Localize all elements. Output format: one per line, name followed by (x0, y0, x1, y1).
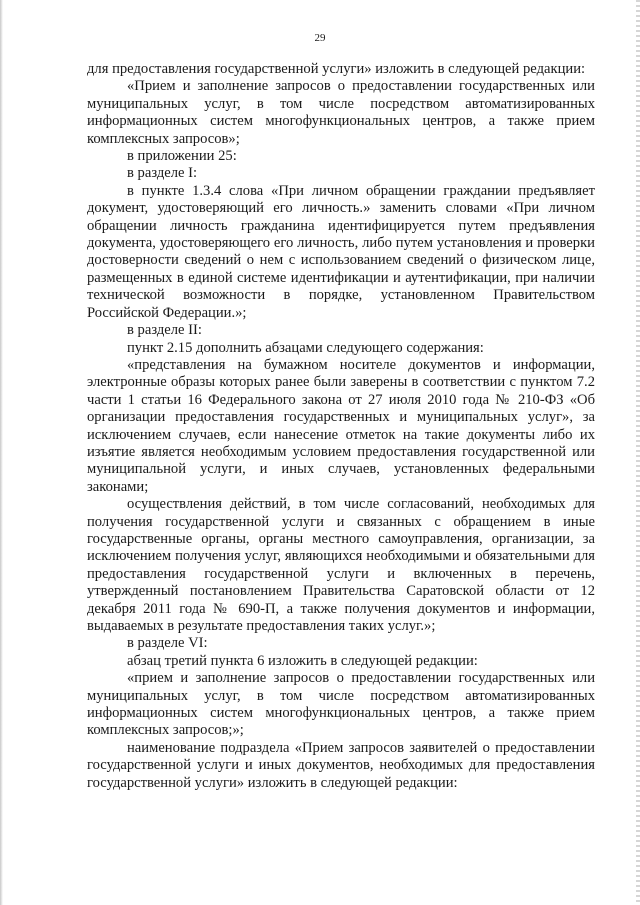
paragraph: в разделе I: (127, 165, 198, 182)
paragraph: в пункте 1.3.4 слова «При личном обращении граждании предъявляет документ, удостоверяющий его личность.» заменить словами «При личном обращении личность гражданина идентифицируется путем предъявления документа, удостоверяющего его личность, либо путем установления и проверки достоверности сведений о нем с использованием сведений о физическом лице, размещенных в единой системе идентификации и аутентификации, при наличии технической возможности в порядке, установленном Правительством Российской Федерации.»; (87, 182, 595, 321)
paragraph: «Прием и заполнение запросов о предоставлении государственных или муниципальных услуг, в том числе посредством автоматизированных информационных систем многофункциональных центров, а также прием комплексных запросов»; (87, 78, 595, 147)
page-right-edge (636, 0, 640, 905)
paragraph: пункт 2.15 дополнить абзацами следующего содержания: (127, 339, 484, 356)
document-body (87, 61, 595, 792)
paragraph: абзац третий пункта 6 изложить в следующей редакции: (127, 652, 478, 669)
paragraph: в приложении 25: (127, 148, 237, 165)
paragraph: «прием и заполнение запросов о предоставлении государственных или муниципальных услуг, в том числе посредством автоматизированных информационных систем многофункциональных центров, а также прием комплексных запросов;»; (87, 670, 595, 739)
paragraph: осуществления действий, в том числе согласований, необходимых для получения государственной услуги и связанных с обращением в иные государственные органы, органы местного самоуправления, организации, за исключением получения услуг, являющихся необходимыми и обязательными для предоставления государственной услуги и включенных в перечень, утвержденный постановлением Правительства Саратовской области от 12 декабря 2011 года № 690-П, а также получения документов и информации, выдаваемых в результате предоставления таких услуг.»; (87, 496, 595, 634)
paragraph: «представления на бумажном носителе документов и информации, электронные образы которых ранее были заверены в соответствии с пунктом 7.2 части 1 статьи 16 Федерального закона от 27 июля 2010 года № 210-ФЗ «Об организации предоставления государственных и муниципальных услуг», за исключением случаев, если нанесение отметок на такие документы либо их изъятие является необходимым условием предоставления государственной или муниципальной услуги, и иных случаев, установленных федеральными законами; (87, 356, 595, 495)
page-number: 29 (314, 32, 326, 44)
page-left-edge (0, 0, 3, 905)
paragraph: наименование подраздела «Прием запросов заявителей о предоставлении государственной услуги и иных документов, необходимых для предоставления государственной услуги» изложить в следующей редакции: (87, 739, 595, 791)
paragraph: в разделе II: (127, 322, 202, 339)
paragraph: для предоставления государственной услуги» изложить в следующей редакции: (87, 61, 586, 77)
paragraph: в разделе VI: (127, 635, 208, 652)
